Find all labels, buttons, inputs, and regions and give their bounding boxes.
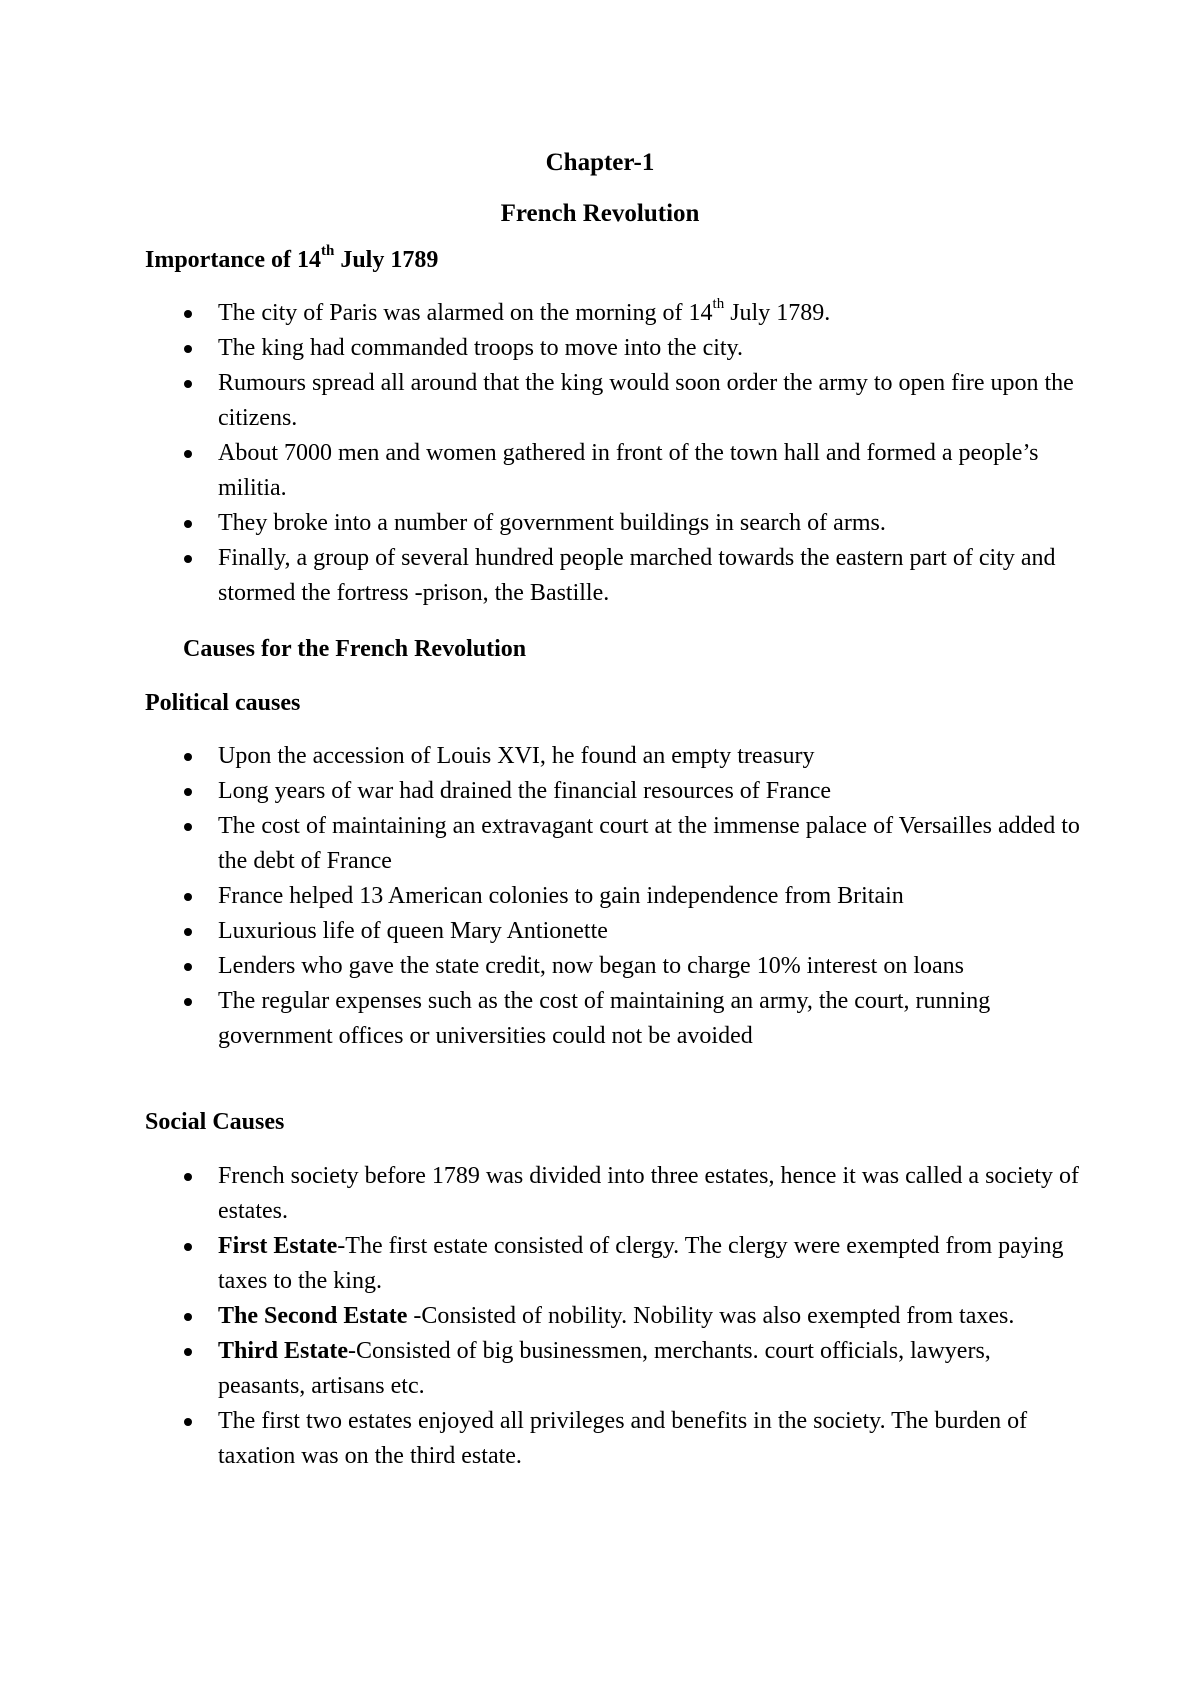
bullet-icon xyxy=(184,450,192,458)
bullet-icon xyxy=(184,1243,192,1251)
item-text: The first two estates enjoyed all privileges and benefits in the society. The burden of taxation was on the third estate. xyxy=(218,1408,1028,1469)
political-causes-list xyxy=(0,739,1200,1054)
item-text: French society before 1789 was divided into three estates, hence it was called a society of estates. xyxy=(218,1163,1080,1224)
item-bold-term: First Estate xyxy=(218,1233,338,1259)
bullet-icon xyxy=(184,893,192,901)
item-bold-term: The Second Estate xyxy=(218,1303,408,1329)
bullet-icon xyxy=(184,963,192,971)
bullet-icon xyxy=(184,555,192,563)
list-item xyxy=(0,1229,1200,1299)
document-title: French Revolution xyxy=(500,200,700,227)
list-item xyxy=(0,914,1200,949)
bullet-icon xyxy=(184,520,192,528)
bullet-icon xyxy=(184,823,192,831)
bullet-icon xyxy=(184,1348,192,1356)
list-item xyxy=(0,1404,1200,1474)
item-text: They broke into a number of government buildings in search of arms. xyxy=(218,510,886,536)
list-item xyxy=(0,739,1200,774)
chapter-heading: Chapter-1 xyxy=(545,149,655,176)
list-item xyxy=(0,296,1200,331)
bullet-icon xyxy=(184,310,192,318)
bullet-icon xyxy=(184,998,192,1006)
list-item xyxy=(0,809,1200,879)
list-item xyxy=(0,1299,1200,1334)
list-item xyxy=(0,366,1200,436)
list-item xyxy=(0,506,1200,541)
item-text: -Consisted of nobility. Nobility was also exempted from taxes. xyxy=(407,1303,1015,1329)
bullet-icon xyxy=(184,1173,192,1181)
section-heading-importance xyxy=(145,245,438,275)
list-item xyxy=(0,436,1200,506)
item-text: -The first estate consisted of clergy. The clergy were exempted from paying taxes to the king. xyxy=(218,1233,1064,1294)
item-text: The cost of maintaining an extravagant court at the immense palace of Versailles added to the debt of France xyxy=(218,813,1080,874)
item-text: -Consisted of big businessmen, merchants. court officials, lawyers, peasants, artisans etc. xyxy=(218,1338,991,1399)
list-item xyxy=(0,331,1200,366)
bullet-icon xyxy=(184,345,192,353)
section-heading-causes: Causes for the French Revolution xyxy=(183,636,527,662)
item-text: France helped 13 American colonies to gain independence from Britain xyxy=(218,883,904,909)
list-item xyxy=(0,984,1200,1054)
list-item xyxy=(0,949,1200,984)
social-causes-list xyxy=(0,1159,1200,1474)
heading-text-post: July 1789 xyxy=(334,247,439,273)
bullet-icon xyxy=(184,788,192,796)
list-item xyxy=(0,774,1200,809)
item-text-post: July 1789. xyxy=(724,300,831,326)
list-item xyxy=(0,879,1200,914)
bullet-icon xyxy=(184,753,192,761)
heading-ordinal-suffix: th xyxy=(320,243,335,259)
item-text: Long years of war had drained the financial resources of France xyxy=(218,778,832,804)
item-text: Upon the accession of Louis XVI, he found an empty treasury xyxy=(218,743,815,769)
bullet-icon xyxy=(184,380,192,388)
list-item xyxy=(0,541,1200,611)
section-heading-political: Political causes xyxy=(145,690,301,716)
list-item xyxy=(0,1334,1200,1404)
item-text: Rumours spread all around that the king would soon order the army to open fire upon the citizens. xyxy=(218,370,1074,431)
item-text: Lenders who gave the state credit, now began to charge 10% interest on loans xyxy=(218,953,964,979)
list-item xyxy=(0,1159,1200,1229)
section-heading-social: Social Causes xyxy=(145,1109,285,1135)
bullet-icon xyxy=(184,1313,192,1321)
item-text-pre: The city of Paris was alarmed on the morning of 14 xyxy=(218,300,713,326)
item-ordinal-suffix: th xyxy=(712,296,725,312)
item-text: The regular expenses such as the cost of maintaining an army, the court, running government offices or universities could not be avoided xyxy=(218,988,991,1049)
item-text: About 7000 men and women gathered in front of the town hall and formed a people’s militia. xyxy=(218,440,1039,501)
bullet-icon xyxy=(184,928,192,936)
heading-text-pre: Importance of 14 xyxy=(145,247,321,273)
item-bold-term: Third Estate xyxy=(218,1338,349,1364)
importance-list xyxy=(0,296,1200,611)
item-text: Luxurious life of queen Mary Antionette xyxy=(218,918,608,944)
item-text: Finally, a group of several hundred people marched towards the eastern part of city and stormed the fortress -prison, the Bastille. xyxy=(218,545,1056,606)
item-text: The king had commanded troops to move into the city. xyxy=(218,335,743,361)
bullet-icon xyxy=(184,1418,192,1426)
